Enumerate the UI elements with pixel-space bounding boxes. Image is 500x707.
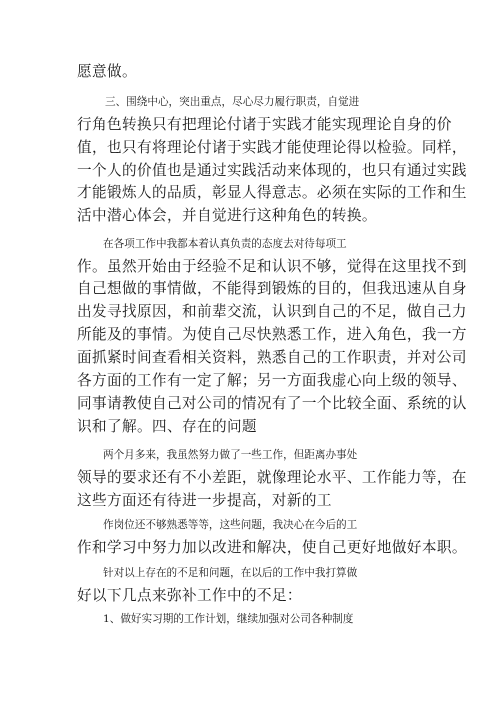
text-line: 这些方面还有待进一步提高，对新的工 (77, 492, 332, 509)
text-line: 活中潜心体会，并自觉进行这种角色的转换。 (77, 207, 377, 224)
text-line: 所能及的事情。为使自己尽快熟悉工作，进入角色，我一方 (77, 326, 467, 343)
text-line: 才能锻炼人的品质，彰显人得意志。必须在实际的工作和生 (77, 184, 467, 201)
text-line: 各方面的工作有一定了解；另一方面我虚心向上级的领导、 (77, 372, 467, 389)
text-line: 作和学习中努力加以改进和解决，使自己更好地做好本职。 (77, 539, 467, 556)
text-line: 三、围绕中心，突出重点，尽心尽力履行职责，自觉进 (105, 96, 360, 108)
text-line: 1、做好实习期的工作计划，继续加强对公司各种制度 (103, 613, 354, 625)
text-line: 好以下几点来弥补工作中的不足： (77, 587, 302, 604)
text-line: 两个月多来，我虽然努力做了一些工作，但距离办事处 (103, 449, 358, 461)
text-line: 针对以上存在的不足和问题，在以后的工作中我打算做 (103, 567, 358, 579)
text-line: 愿意做。 (77, 63, 137, 80)
text-line: 领导的要求还有不小差距，就像理论水平、工作能力等，在 (77, 469, 467, 486)
text-line: 识和了解。四、存在的问题 (77, 418, 257, 435)
text-line: 作。虽然开始由于经验不足和认识不够，觉得在这里找不到 (77, 258, 467, 275)
text-line: 同事请教使自己对公司的情况有了一个比较全面、系统的认 (77, 395, 467, 412)
text-line: 自己想做的事情做，不能得到锻炼的目的，但我迅速从自身 (77, 280, 467, 297)
text-line: 面抓紧时间查看相关资料，熟悉自己的工作职责，并对公司 (77, 349, 467, 366)
text-line: 出发寻找原因，和前辈交流，认识到自己的不足，做自己力 (77, 303, 467, 320)
text-line: 值，也只有将理论付诸于实践才能使理论得以检验。同样， (77, 139, 467, 156)
text-line: 行角色转换只有把理论付诸于实践才能实现理论自身的价 (77, 116, 452, 133)
text-line: 一个人的价值也是通过实践活动来体现的，也只有通过实践 (77, 162, 467, 179)
text-line: 在各项工作中我都本着认真负责的态度去对待每项工 (103, 238, 347, 250)
text-line: 作岗位还不够熟悉等等，这些问题，我决心在今后的工 (103, 519, 358, 531)
